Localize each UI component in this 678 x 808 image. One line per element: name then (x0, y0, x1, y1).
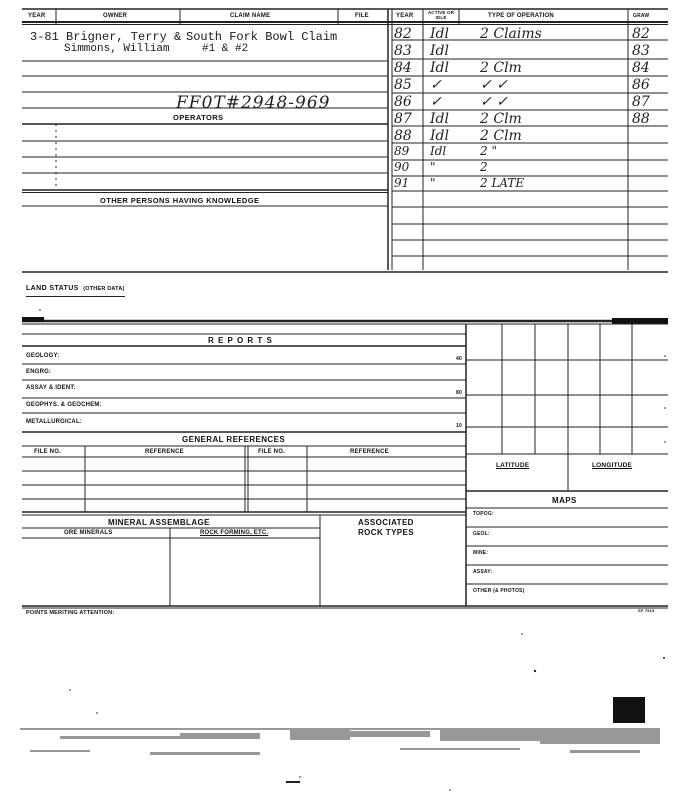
header-claim-name: CLAIM NAME (230, 13, 271, 19)
claim-line-2: #1 & #2 (202, 43, 249, 55)
activity-year: 89 (394, 144, 410, 158)
report-row-label: GEOPHYS. & GEOCHEM: (26, 402, 102, 408)
ref-col-file-no: FILE NO. (34, 449, 61, 455)
owner-line-2: Simmons, William (64, 43, 170, 55)
activity-year: 82 (394, 26, 412, 42)
header-active-idle: ACTIVE OR IDLE (427, 10, 455, 20)
header-year-2: YEAR (396, 13, 414, 19)
activity-status: Idl (430, 60, 449, 76)
map-assay: ASSAY: (473, 569, 493, 575)
header-year: YEAR (28, 13, 46, 19)
activity-status: Idl (430, 26, 449, 42)
activity-year: 85 (394, 77, 412, 93)
activity-operation: 2 Clm (480, 128, 522, 144)
claim-line-1: South Fork Bowl Claim (186, 30, 338, 44)
rock-forming-label: ROCK FORMING, ETC. (200, 530, 269, 536)
other-persons-label: OTHER PERSONS HAVING KNOWLEDGE (100, 196, 260, 205)
header-type-of-operation: TYPE OF OPERATION (488, 13, 554, 19)
general-references-title: GENERAL REFERENCES (182, 435, 286, 444)
activity-status: Idl (430, 144, 447, 158)
record-year: 3-81 (30, 30, 59, 44)
ore-minerals-label: ORE MINERALS (64, 530, 113, 536)
points-meriting-label: POINTS MERITING ATTENTION: (26, 610, 115, 616)
rock-types-label: ROCK TYPES (358, 528, 415, 537)
activity-operation: ✓ ✓ (480, 94, 508, 110)
activity-code: 83 (632, 43, 650, 59)
map-other: OTHER (& PHOTOS) (473, 588, 525, 594)
report-row-label: ASSAY & IDENT: (26, 385, 76, 391)
reports-title: R E P O R T S (208, 336, 273, 345)
activity-code: 86 (632, 77, 650, 93)
owner-line-1: Brigner, Terry & (66, 30, 182, 44)
activity-operation: 2 " (480, 144, 497, 158)
map-mine: MINE: (473, 550, 489, 556)
activity-operation: 2 Clm (480, 60, 522, 76)
activity-status: Idl (430, 128, 449, 144)
activity-year: 87 (394, 111, 412, 127)
activity-year: 88 (394, 128, 412, 144)
mineral-assemblage-title: MINERAL ASSEMBLAGE (108, 518, 210, 527)
map-geol: GEOL: (473, 531, 490, 537)
activity-operation: 2 Claims (480, 26, 542, 42)
land-status-sublabel: (OTHER DATA) (83, 286, 125, 292)
activity-status: ✓ (430, 94, 442, 110)
report-row-label: ENGRG: (26, 369, 52, 375)
activity-year: 90 (394, 160, 410, 174)
activity-operation: 2 LATE (480, 176, 525, 190)
ref-col-reference-2: REFERENCE (350, 449, 389, 455)
header-owner: OWNER (103, 13, 127, 19)
report-row-number: 80 (456, 390, 462, 396)
land-status-label: LAND STATUS (26, 285, 79, 292)
activity-year: 83 (394, 43, 412, 59)
header-corner-label: GRAW (633, 13, 650, 19)
activity-year: 91 (394, 176, 410, 190)
activity-status: Idl (430, 111, 449, 127)
report-row-label: GEOLOGY: (26, 353, 60, 359)
report-row-label: METALLURGICAL: (26, 419, 83, 425)
activity-status: ✓ (430, 77, 442, 93)
report-row-number: 40 (456, 356, 462, 362)
activity-status: " (430, 160, 436, 174)
operators-label: OPERATORS (173, 113, 224, 122)
report-row-number: 10 (456, 423, 462, 429)
activity-status: " (430, 176, 436, 190)
activity-code: 82 (632, 26, 650, 42)
ref-col-reference: REFERENCE (145, 449, 184, 455)
activity-code: 88 (632, 111, 650, 127)
latitude-label: LATITUDE (496, 462, 530, 469)
ref-col-file-no-2: FILE NO. (258, 449, 285, 455)
activity-operation: 2 Clm (480, 111, 522, 127)
activity-code: 87 (632, 94, 650, 110)
map-topog: TOPOG: (473, 511, 494, 517)
activity-year: 84 (394, 60, 412, 76)
header-file: FILE (355, 13, 369, 19)
longitude-label: LONGITUDE (592, 462, 633, 469)
associated-label: ASSOCIATED (358, 518, 414, 527)
maps-title: MAPS (552, 496, 577, 505)
form-code: SF 7915 (638, 608, 655, 613)
activity-status: Idl (430, 43, 449, 59)
activity-operation: 2 (480, 160, 488, 174)
activity-operation: ✓ ✓ (480, 77, 508, 93)
activity-year: 86 (394, 94, 412, 110)
activity-code: 84 (632, 60, 650, 76)
file-number-handwritten: FF0T#2948-969 (176, 93, 331, 113)
